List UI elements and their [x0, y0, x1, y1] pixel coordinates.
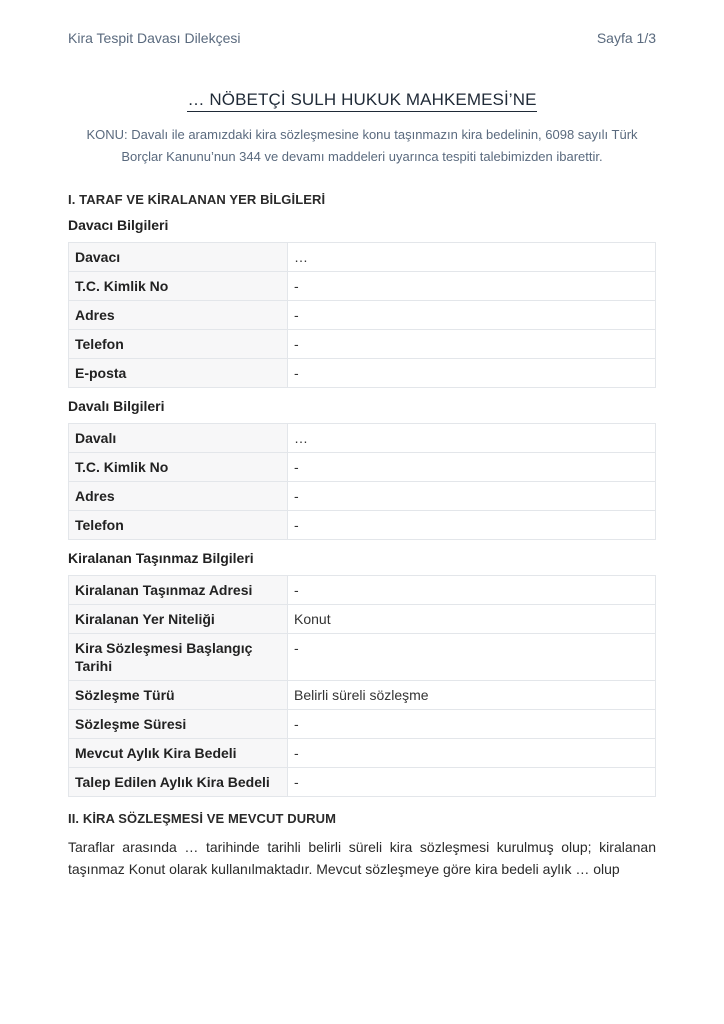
row-value: - [288, 301, 656, 330]
court-title-text: … NÖBETÇİ SULH HUKUK MAHKEMESİ’NE [187, 90, 536, 112]
row-value: - [288, 453, 656, 482]
row-value: - [288, 739, 656, 768]
table-row [69, 301, 656, 330]
table-row [69, 272, 656, 301]
row-value: Belirli süreli sözleşme [288, 681, 656, 710]
table-row [69, 605, 656, 634]
court-title [68, 90, 656, 110]
plaintiff-table [68, 242, 656, 388]
row-value: - [288, 482, 656, 511]
table-row [69, 768, 656, 797]
table-row [69, 243, 656, 272]
plaintiff-heading: Davacı Bilgileri [68, 217, 169, 233]
table-row [69, 634, 656, 681]
row-label: Telefon [69, 511, 288, 540]
defendant-table [68, 423, 656, 540]
row-label: Davalı [69, 424, 288, 453]
row-value: … [288, 424, 656, 453]
row-label: Adres [69, 301, 288, 330]
row-value: - [288, 576, 656, 605]
row-label: Kiralanan Taşınmaz Adresi [69, 576, 288, 605]
defendant-heading: Davalı Bilgileri [68, 398, 165, 414]
row-label: Davacı [69, 243, 288, 272]
table-row [69, 576, 656, 605]
row-label: T.C. Kimlik No [69, 453, 288, 482]
row-label: E-posta [69, 359, 288, 388]
row-value: Konut [288, 605, 656, 634]
row-value: - [288, 511, 656, 540]
row-value: - [288, 768, 656, 797]
row-label: Sözleşme Türü [69, 681, 288, 710]
row-value: - [288, 710, 656, 739]
row-value: - [288, 330, 656, 359]
property-table [68, 575, 656, 797]
row-label: Kira Sözleşmesi Başlangıç Tarihi [69, 634, 288, 681]
table-row [69, 359, 656, 388]
page-header [68, 0, 656, 48]
table-row [69, 511, 656, 540]
section-2-heading: II. KİRA SÖZLEŞMESİ VE MEVCUT DURUM [68, 811, 337, 826]
table-row [69, 453, 656, 482]
property-heading: Kiralanan Taşınmaz Bilgileri [68, 550, 254, 566]
row-label: Adres [69, 482, 288, 511]
row-label: Telefon [69, 330, 288, 359]
table-row [69, 424, 656, 453]
row-value: - [288, 272, 656, 301]
table-row [69, 739, 656, 768]
subject-paragraph: KONU: Davalı ile aramızdaki kira sözleşmesine konu taşınmazın kira bedelinin, 6098 sayılı Türk Borçlar Kanunu’nun 344 ve devamı maddeleri uyarınca tespiti talebimizden ibarettir. [86, 127, 638, 164]
table-row [69, 681, 656, 710]
row-label: Talep Edilen Aylık Kira Bedeli [69, 768, 288, 797]
row-label: Mevcut Aylık Kira Bedeli [69, 739, 288, 768]
row-label: T.C. Kimlik No [69, 272, 288, 301]
page-number: Sayfa 1/3 [596, 30, 656, 46]
section-1-heading: I. TARAF VE KİRALANAN YER BİLGİLERİ [68, 192, 326, 207]
row-label: Sözleşme Süresi [69, 710, 288, 739]
row-value: - [288, 634, 656, 681]
section-2-paragraph: Taraflar arasında … tarihinde tarihli belirli süreli kira sözleşmesi kurulmuş olup; kiralanan taşınmaz Konut olarak kullanılmaktadır. Mevcut sözleşmeye göre kira bedeli aylık … olup [68, 839, 656, 877]
row-value: … [288, 243, 656, 272]
document-title: Kira Tespit Davası Dilekçesi [68, 30, 241, 46]
row-value: - [288, 359, 656, 388]
table-row [69, 482, 656, 511]
table-row [69, 330, 656, 359]
row-label: Kiralanan Yer Niteliği [69, 605, 288, 634]
table-row [69, 710, 656, 739]
